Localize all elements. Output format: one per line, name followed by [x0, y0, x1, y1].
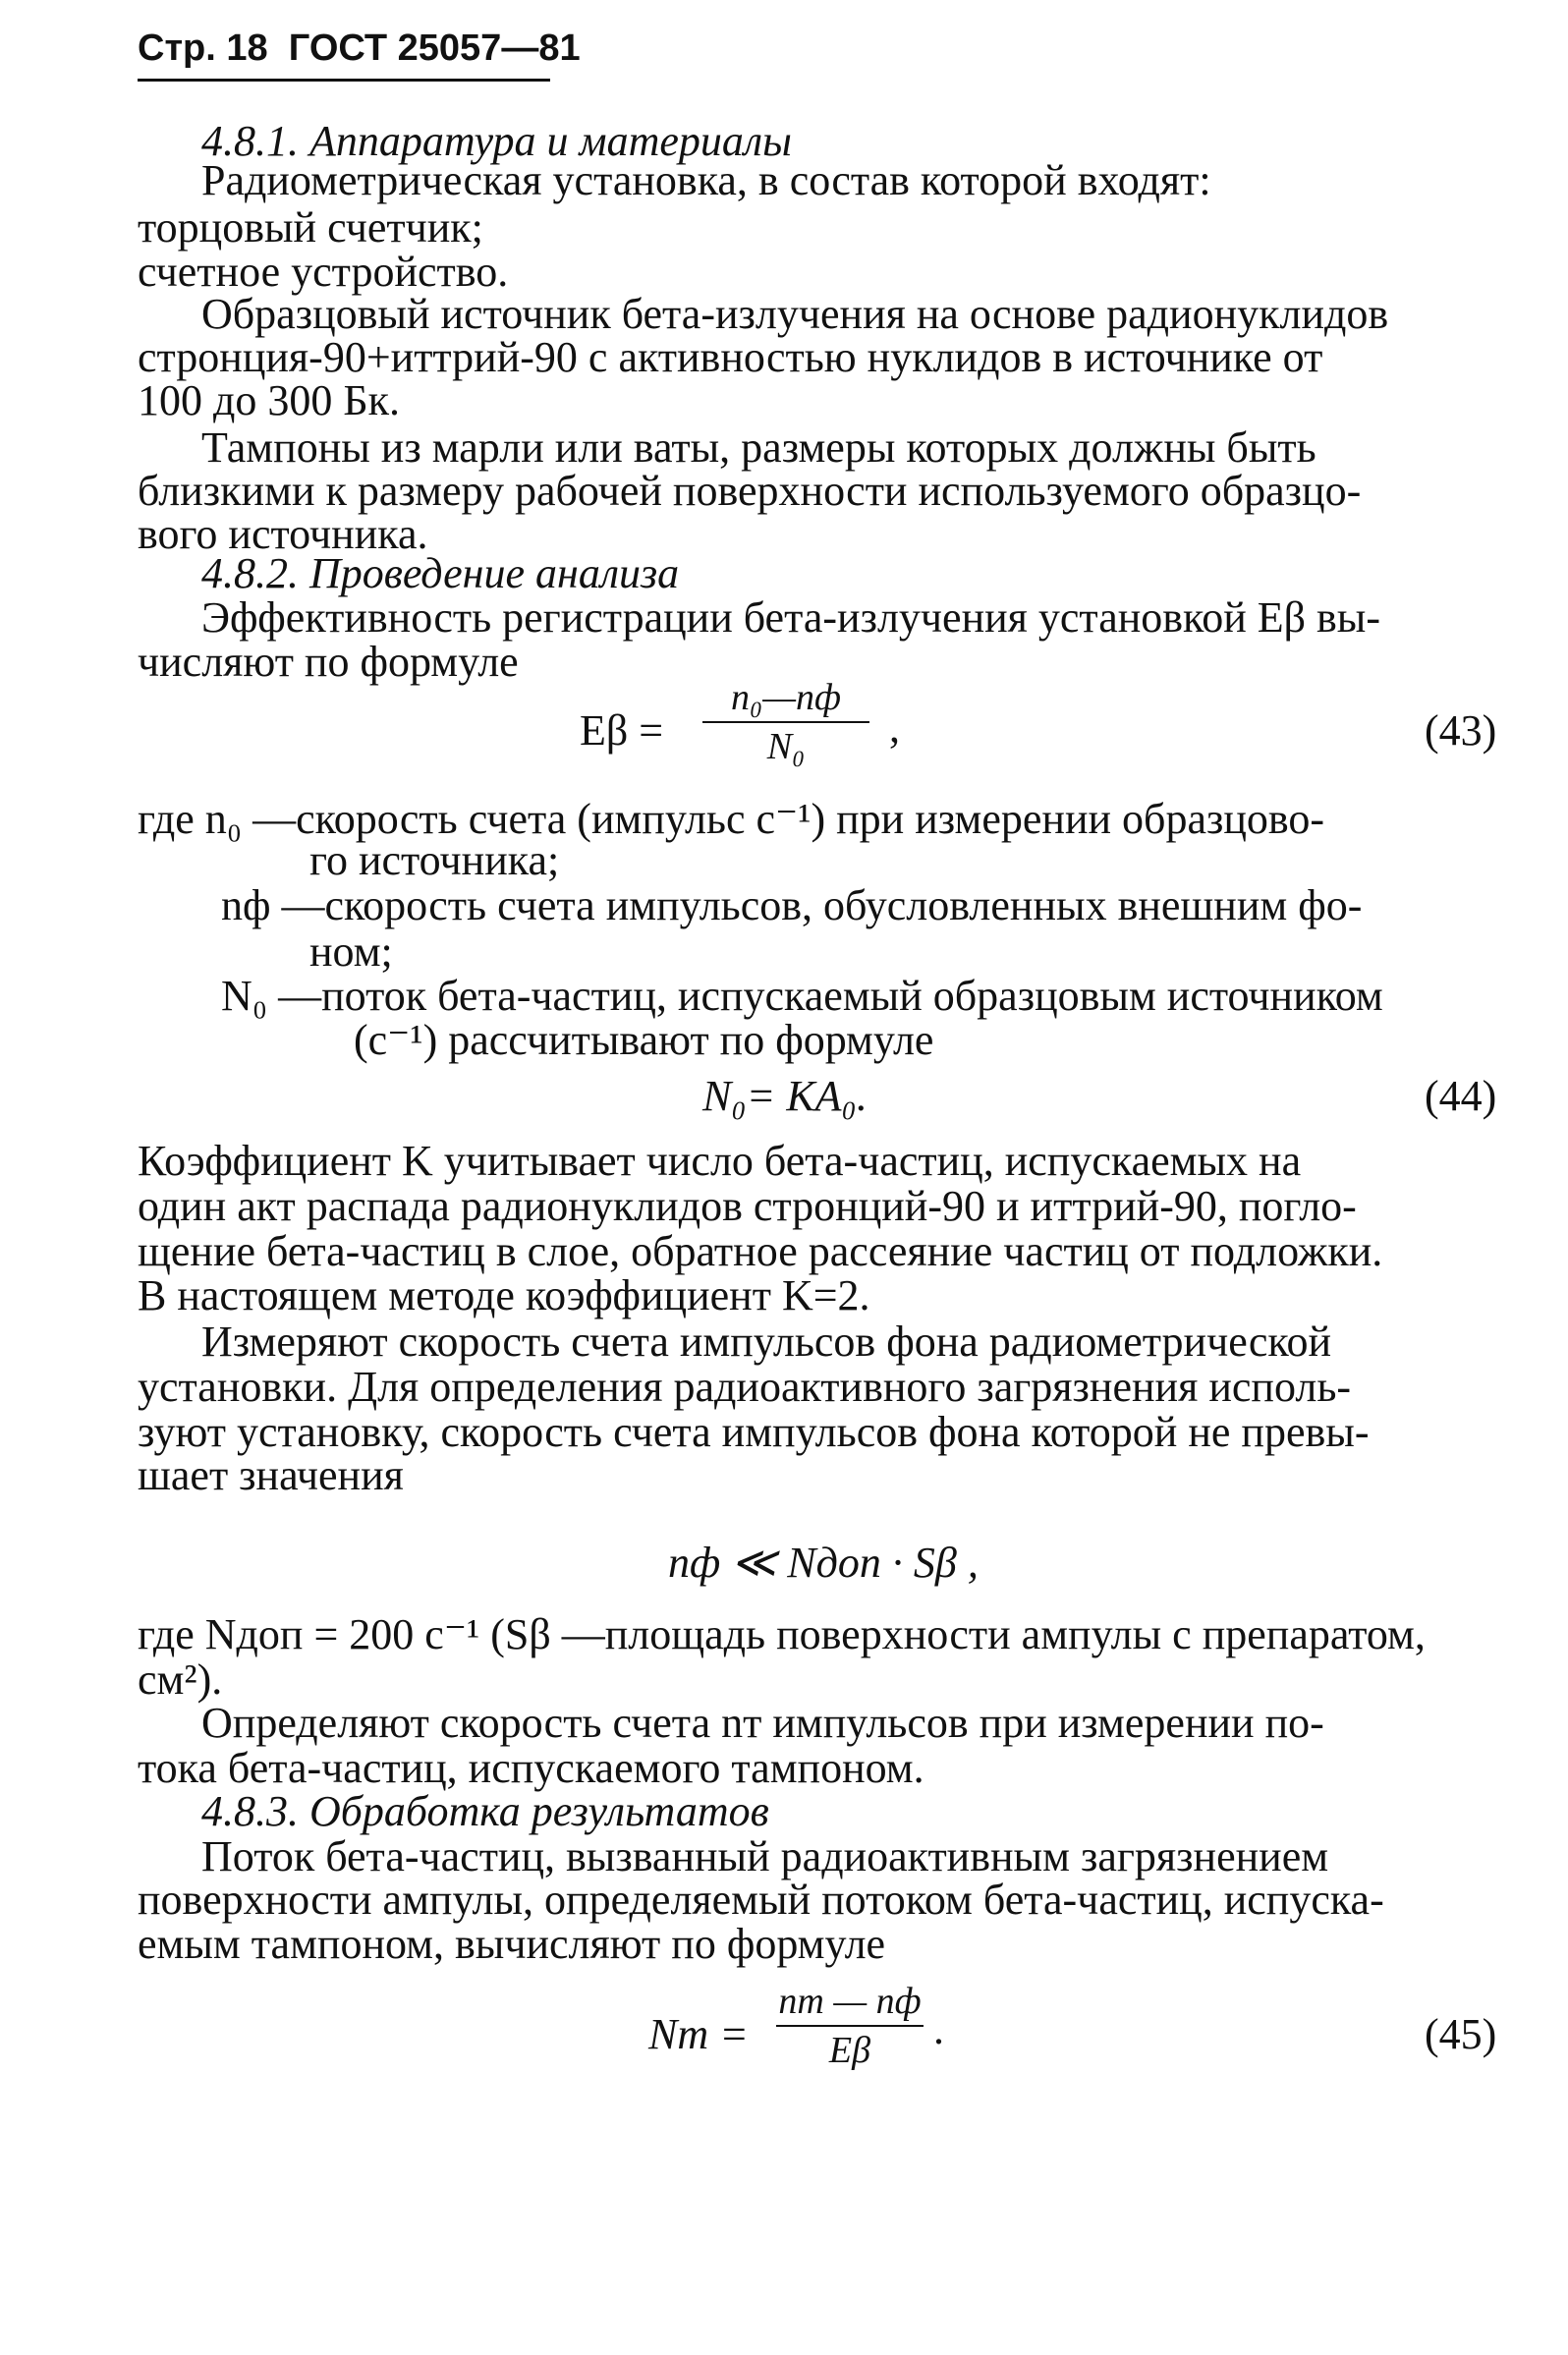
para-line: шает значения [138, 1451, 404, 1499]
para-line: Эффективность регистрации бета-излучения установкой Eβ вы- [201, 593, 1380, 642]
section-4-8-3-title: 4.8.3. Обработка результатов [201, 1787, 769, 1835]
formula-inequality: nф ≪ Nдоп · Sβ , [668, 1539, 979, 1587]
header-rule [138, 79, 550, 82]
where-line: го источника; [309, 836, 560, 884]
para-line: Измеряют скорость счета импульсов фона радиометрической [201, 1318, 1332, 1366]
where-line: N₀ —поток бета-частиц, испускаемый образцовым источником [221, 972, 1383, 1020]
formula-43-number: (43) [1425, 706, 1497, 755]
para-line: см²). [138, 1655, 223, 1704]
fraction-bar [776, 2025, 924, 2027]
para-line: поверхности ампулы, определяемый потоком бета-частиц, испуска- [138, 1876, 1384, 1924]
formula-44-number: (44) [1425, 1072, 1497, 1120]
where-line: где n₀ —скорость счета (импульс с⁻¹) при измерении образцово- [138, 795, 1325, 843]
formula-45-lhs: Nт = [648, 2010, 749, 2058]
para-line: 100 до 300 Бк. [138, 376, 401, 424]
formula-43-tail: , [889, 703, 900, 752]
fraction-numerator: n₀—nф [731, 677, 841, 718]
document-code: ГОСТ 25057—81 [288, 28, 581, 69]
para-line: тока бета-частиц, испускаемого тампоном. [138, 1744, 924, 1792]
formula-45-tail: . [933, 2005, 944, 2053]
para-line: Образцовый источник бета-излучения на основе радионуклидов [201, 290, 1389, 338]
fraction-numerator: nт — nф [778, 1981, 922, 2022]
where-line: nф —скорость счета импульсов, обусловленных внешним фо- [221, 881, 1363, 929]
formula-43-fraction [702, 676, 869, 768]
para-line: стронция-90+иттрий-90 с активностью нуклидов в источнике от [138, 333, 1323, 381]
para-line: вого источника. [138, 510, 428, 558]
para-line: емым тампоном, вычисляют по формуле [138, 1920, 886, 1968]
para-line: щение бета-частиц в слое, обратное рассеяние частиц от подложки. [138, 1227, 1383, 1275]
formula-45-fraction [776, 1980, 924, 2072]
fraction-denominator: N₀ [766, 726, 806, 767]
formula-44: N₀= KA₀. [702, 1072, 868, 1120]
para-line: торцовый счетчик; [138, 203, 483, 252]
formula-45-number: (45) [1425, 2010, 1497, 2058]
para-line: зуют установку, скорость счета импульсов фона которой не превы- [138, 1408, 1370, 1456]
para-line: Коэффициент K учитывает число бета-частиц, испускаемых на [138, 1137, 1302, 1185]
para-line: Определяют скорость счета nт импульсов при измерении по- [201, 1699, 1324, 1747]
para-line: один акт распада радионуклидов стронций-90 и иттрий-90, погло- [138, 1182, 1357, 1230]
para-line: Тампоны из марли или ваты, размеры которых должны быть [201, 423, 1316, 472]
page-number: Стр. 18 [138, 28, 268, 69]
section-title-text: 4.8.1. Аппаратура и материалы [201, 117, 792, 165]
where-line: ном; [309, 927, 393, 976]
para-line: Радиометрическая установка, в состав которой входят: [201, 156, 1211, 204]
section-4-8-2-title: 4.8.2. Проведение анализа [201, 549, 680, 597]
formula-43-lhs: Eβ = [580, 706, 664, 755]
para-line: установки. Для определения радиоактивного загрязнения исполь- [138, 1363, 1352, 1411]
para-line: близкими к размеру рабочей поверхности используемого образцо- [138, 467, 1362, 515]
para-line: В настоящем методе коэффициент K=2. [138, 1271, 870, 1319]
fraction-bar [702, 721, 869, 723]
para-line: Поток бета-частиц, вызванный радиоактивным загрязнением [201, 1832, 1329, 1880]
para-line: числяют по формуле [138, 638, 519, 686]
where-line: (с⁻¹) рассчитывают по формуле [354, 1016, 934, 1064]
page-header [138, 28, 581, 70]
para-line: счетное устройство. [138, 248, 509, 296]
para-line: где Nдоп = 200 с⁻¹ (Sβ —площадь поверхности ампулы с препаратом, [138, 1610, 1426, 1658]
fraction-denominator: Eβ [828, 2030, 871, 2071]
